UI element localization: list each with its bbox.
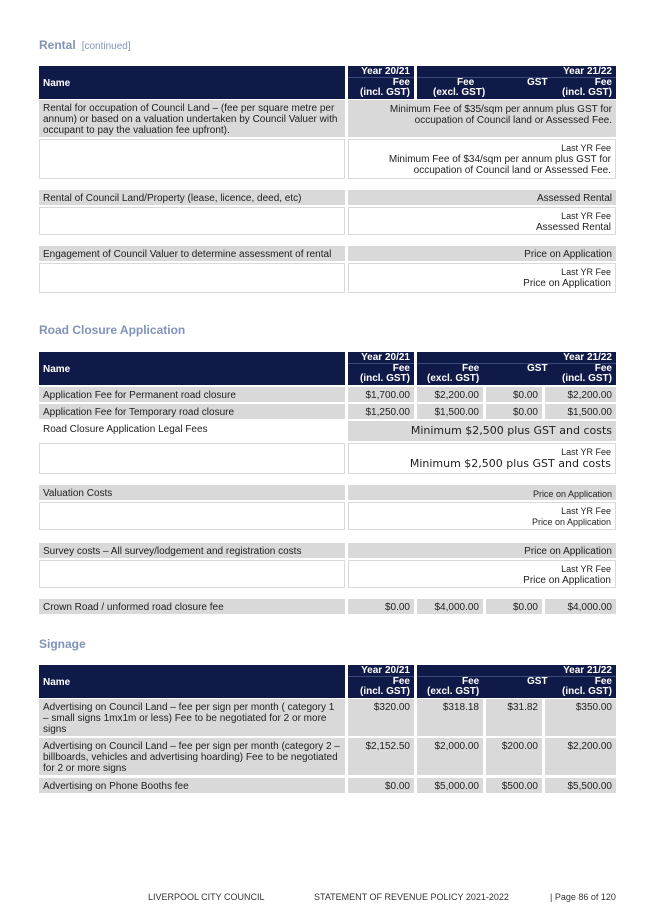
table-row-last-year: Last YR Fee Price on Application	[39, 502, 616, 530]
table-row: Survey costs – All survey/lodgement and registration costs Price on Application	[39, 543, 616, 558]
table-row: Rental for occupation of Council Land – (fee per square metre per annum) or based on a valuation undertaken by Council Valuer with occupant to pay the valuation fee upfront). Minimum Fee of $35/sqm per annum plus GST for occupation of Council land or Assessed Fee.	[39, 100, 616, 137]
table-row: Valuation Costs Price on Application	[39, 485, 616, 500]
table-row: Engagement of Council Valuer to determine assessment of rental Price on Application	[39, 246, 616, 261]
footer-council: LIVERPOOL CITY COUNCIL	[148, 892, 265, 902]
table-row: Application Fee for Permanent road closure $1,700.00 $2,200.00 $0.00 $2,200.00	[39, 387, 616, 402]
table-row-last-year: Last YR Fee Price on Application	[39, 263, 616, 293]
table-row: Road Closure Application Legal Fees Minimum $2,500 plus GST and costs	[39, 421, 616, 441]
footer-page-number: | Page 86 of 120	[550, 892, 616, 902]
rental-table-header: Name Year 20/21 Fee (incl. GST) Year 21/22 Fee (excl. GST) GST Fee (incl. GST)	[39, 66, 616, 99]
signage-section-title: Signage	[39, 637, 86, 651]
table-row-last-year: Last YR Fee Assessed Rental	[39, 207, 616, 235]
table-row: Advertising on Council Land – fee per sign per month (category 2 – billboards, vehicles and advertising hoarding) Fee to be negotiated for 2 or more signs $2,152.50 $2,000.00 $200.00 $2,200.00	[39, 738, 616, 775]
table-row: Rental of Council Land/Property (lease, licence, deed, etc) Assessed Rental	[39, 190, 616, 205]
road-closure-table-header: Name Year 20/21 Fee (incl. GST) Year 21/22 Fee (excl. GST) GST Fee (incl. GST)	[39, 352, 616, 385]
signage-table-header: Name Year 20/21 Fee (incl. GST) Year 21/22 Fee (excl. GST) GST Fee (incl. GST)	[39, 665, 616, 698]
table-row: Advertising on Phone Booths fee $0.00 $5,000.00 $500.00 $5,500.00	[39, 778, 616, 793]
table-row-last-year: Last YR Fee Minimum $2,500 plus GST and costs	[39, 443, 616, 474]
rental-section-title: Rental [continued]	[39, 38, 131, 52]
table-row: Application Fee for Temporary road closure $1,250.00 $1,500.00 $0.00 $1,500.00	[39, 404, 616, 419]
table-row: Crown Road / unformed road closure fee $0.00 $4,000.00 $0.00 $4,000.00	[39, 599, 616, 614]
table-row-last-year: Last YR Fee Minimum Fee of $34/sqm per annum plus GST for occupation of Council land or Assessed Fee.	[39, 139, 616, 179]
footer-statement: STATEMENT OF REVENUE POLICY 2021-2022	[314, 892, 509, 902]
road-closure-section-title: Road Closure Application	[39, 323, 186, 337]
table-row-last-year: Last YR Fee Price on Application	[39, 560, 616, 588]
table-row: Advertising on Council Land – fee per sign per month ( category 1 – small signs 1mx1m or less) Fee to be negotiated for 2 or more signs $320.00 $318.18 $31.82 $350.00	[39, 699, 616, 736]
